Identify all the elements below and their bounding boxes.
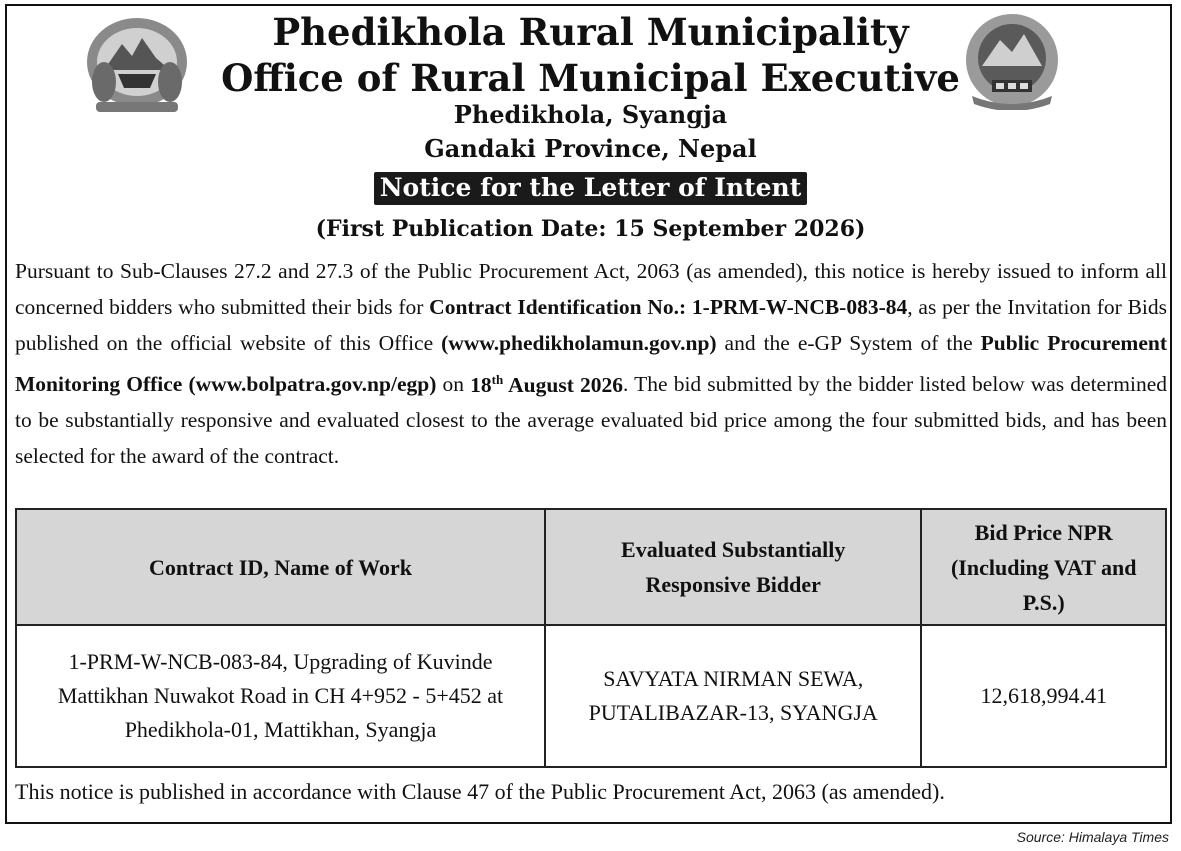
ppmo-reference: Public Procurement Monitoring Office (www.bolpatra.gov.np/egp)	[15, 330, 1168, 397]
source-credit: Source: Himalaya Times	[1016, 829, 1169, 845]
header-bidder: Evaluated Substantially Responsive Bidder	[545, 509, 921, 625]
header-bid-price: Bid Price NPR (Including VAT and P.S.)	[921, 509, 1166, 625]
body-text-5: . The bid submitted by the bidder listed below was determined to be substantially responsive and evaluated closest to the average evaluated bid price among the four submitted bids, and has been selected for the award of the contract.	[15, 372, 1168, 469]
office-website-link: (www.phedikholamun.gov.np)	[441, 330, 717, 355]
notice-title-wrap	[0, 172, 1181, 205]
body-text-4: on	[436, 372, 471, 397]
publication-clause-note: This notice is published in accordance with Clause 47 of the Public Procurement Act, 2063 (as amended).	[15, 779, 945, 804]
cell-contract-work: 1-PRM-W-NCB-083-84, Upgrading of Kuvinde Mattikhan Nuwakot Road in CH 4+952 - 5+452 at Phedikhola-01, Mattikhan, Syangja	[16, 625, 545, 767]
table-row	[16, 625, 1166, 767]
cell-bid-price: 12,618,994.41	[921, 625, 1166, 767]
cell-bidder: SAVYATA NIRMAN SEWA, PUTALIBAZAR-13, SYANGJA	[545, 625, 921, 767]
ifb-date-rest: August 2026	[503, 372, 624, 397]
ifb-date	[470, 373, 623, 397]
body-text-1: Pursuant to Sub-Clauses 27.2 and 27.3 of the Public Procurement Act, 2063 (as amended), this notice is hereby issued to inform all concerned bidders who submitted their bids for	[15, 259, 1167, 319]
bid-result-table	[15, 508, 1167, 768]
header-contract-work: Contract ID, Name of Work	[16, 509, 545, 625]
contract-identification: Contract Identification No.: 1-PRM-W-NCB-083-84	[429, 294, 908, 319]
notice-body-paragraph	[15, 254, 1167, 475]
office-title: Office of Rural Municipal Executive	[221, 56, 960, 100]
province-line: Gandaki Province, Nepal	[424, 134, 757, 163]
ifb-date-day: 18	[470, 372, 492, 397]
location-line: Phedikhola, Syangja	[453, 100, 728, 129]
body-text-3: and the e-GP System of the	[716, 330, 981, 355]
municipality-title: Phedikhola Rural Municipality	[272, 10, 909, 54]
table-header-row	[16, 509, 1166, 625]
publication-date: (First Publication Date: 15 September 2026)	[315, 216, 866, 242]
ifb-date-suffix: th	[491, 371, 504, 387]
body-text-2: , as per the Invitation for Bids published on the official website of this Office	[15, 294, 1167, 355]
notice-title: Notice for the Letter of Intent	[374, 172, 808, 205]
